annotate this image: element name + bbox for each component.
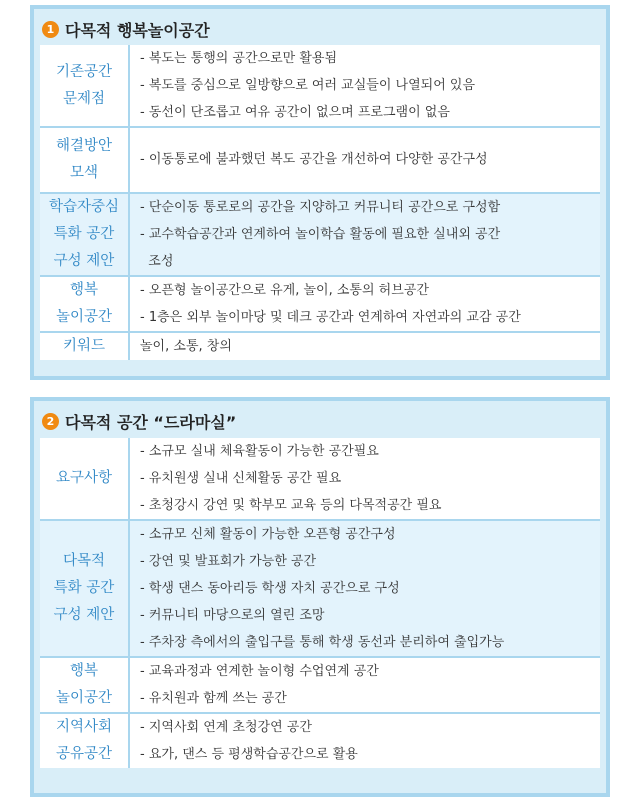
table-row (40, 520, 600, 657)
list-item: - 교육과정과 연계한 놀이형 수업연계 공간 (140, 664, 379, 679)
table-row (40, 713, 600, 768)
table-row (40, 657, 600, 713)
row-category (40, 332, 129, 360)
row-items (129, 713, 600, 768)
category-line: 특화 공간 (53, 580, 115, 596)
table-row (40, 332, 600, 360)
row-category (40, 520, 129, 657)
category-line: 기존공간 (55, 63, 113, 80)
list-item: - 학생 댄스 동아리등 학생 자치 공간으로 구성 (140, 581, 400, 596)
row-category (40, 438, 129, 520)
section-2-title-text: 다목적 공간 “드라마실” (65, 412, 237, 432)
list-item: - 커뮤니티 마당으로의 열린 조망 (140, 608, 325, 623)
list-item: - 오픈형 놀이공간으로 유게, 놀이, 소통의 허브공간 (140, 283, 429, 298)
table-row (40, 127, 600, 193)
list-item: - 지역사회 연계 초청강연 공간 (140, 720, 312, 735)
list-item: 조성 (140, 254, 174, 269)
list-item: - 복도는 통행의 공간으로만 활용됨 (140, 51, 338, 66)
section-1-title (42, 15, 210, 43)
row-category (40, 713, 129, 768)
row-items (129, 193, 600, 276)
table-row (40, 193, 600, 276)
category-line: 행복 (69, 663, 98, 679)
category-line: 해결방안 (55, 138, 113, 154)
row-category (40, 193, 129, 276)
category-line: 공유공간 (55, 746, 113, 762)
category-line: 학습자중심 (48, 199, 120, 215)
section-2-title (42, 407, 236, 435)
row-items (129, 657, 600, 713)
row-category (40, 45, 129, 127)
category-line: 놀이공간 (55, 309, 113, 325)
list-item: - 유치원과 함께 쓰는 공간 (140, 691, 287, 706)
table-row (40, 45, 600, 127)
list-item: - 유치원생 실내 신체활동 공간 필요 (140, 471, 342, 486)
row-items (129, 438, 600, 520)
section-1-title-text: 다목적 행복놀이공간 (65, 20, 210, 40)
section-2-panel (30, 397, 610, 797)
row-items (129, 127, 600, 193)
row-category (40, 657, 129, 713)
list-item: - 초청강시 강연 및 학부모 교육 등의 다목적공간 필요 (140, 498, 442, 513)
category-line: 다목적 (62, 553, 106, 569)
table-row (40, 438, 600, 520)
category-line: 지역사회 (55, 719, 113, 735)
list-item: - 복도를 중심으로 일방향으로 여러 교실들이 나열되어 있음 (140, 78, 476, 93)
category-line: 요구사항 (55, 470, 113, 486)
section-2-table (40, 438, 600, 768)
list-item: 놀이, 소통, 창의 (140, 339, 232, 354)
list-item: - 소규모 실내 체육활동이 가능한 공간필요 (140, 444, 379, 459)
section-1-table (40, 45, 600, 360)
table-row (40, 276, 600, 332)
section-1-panel (30, 5, 610, 380)
row-items (129, 520, 600, 657)
row-items (129, 276, 600, 332)
category-line: 구성 제안 (53, 253, 115, 269)
row-category (40, 276, 129, 332)
category-line: 문제점 (62, 90, 106, 107)
category-line: 놀이공간 (55, 690, 113, 706)
list-item: - 이동통로에 불과했던 복도 공간을 개선하여 다양한 공간구성 (140, 152, 488, 167)
category-line: 특화 공간 (53, 226, 115, 242)
list-item: - 동선이 단조롭고 여유 공간이 없으며 프로그램이 없음 (140, 105, 450, 120)
list-item: - 강연 및 발표회가 가능한 공간 (140, 554, 317, 569)
list-item: - 주차장 측에서의 출입구를 통해 학생 동선과 분리하여 출입가능 (140, 635, 505, 650)
category-line: 구성 제안 (53, 607, 115, 623)
row-items (129, 332, 600, 360)
row-category (40, 127, 129, 193)
section-2-number-badge: 2 (42, 413, 59, 430)
list-item: - 소규모 신체 활동이 가능한 오픈형 공간구성 (140, 527, 396, 542)
list-item: - 요가, 댄스 등 평생학습공간으로 활용 (140, 747, 358, 762)
list-item: - 1층은 외부 놀이마당 및 데크 공간과 연계하여 자연과의 교감 공간 (140, 310, 521, 325)
list-item: - 단순이동 통로로의 공간을 지양하고 커뮤니티 공간으로 구성함 (140, 200, 501, 215)
row-items (129, 45, 600, 127)
category-line: 모색 (69, 165, 98, 181)
category-line: 행복 (69, 282, 98, 298)
category-line: 키워드 (62, 338, 106, 354)
section-1-number-badge: 1 (42, 21, 59, 38)
list-item: - 교수학습공간과 연계하여 놀이학습 활동에 필요한 실내외 공간 (140, 227, 501, 242)
